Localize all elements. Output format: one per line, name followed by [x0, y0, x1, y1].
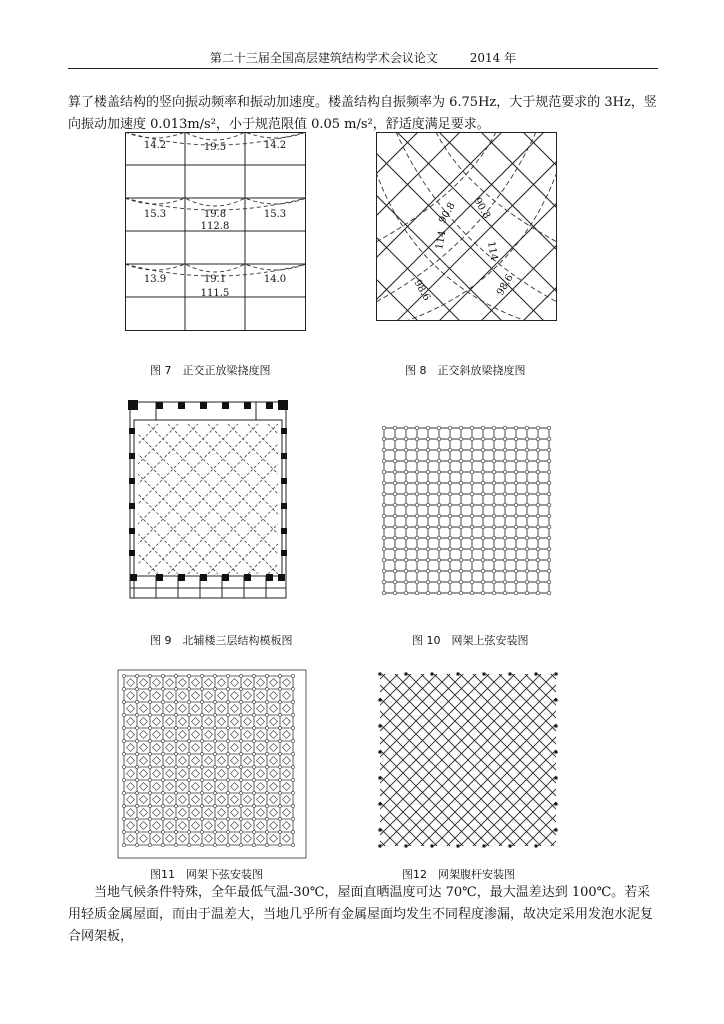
fig7-label-10: 14.0 — [263, 274, 287, 285]
figure-9-caption: 图 9 北辅楼三层结构模板图 — [150, 634, 293, 647]
figure-7-drawing — [125, 132, 307, 332]
fig7-label-1: 14.2 — [143, 140, 167, 151]
fig7-label-4: 15.3 — [143, 209, 167, 220]
page-header — [68, 48, 658, 69]
fig7-label-2: 19.5 — [203, 142, 227, 153]
figure-11-caption: 图11 网架下弦安装图 — [150, 868, 263, 881]
figure-11-bottom-chord — [116, 668, 308, 860]
fig8-label-5: 98.6 — [411, 278, 433, 303]
figure-10-top-chord — [380, 424, 564, 608]
figure-10-drawing — [380, 424, 564, 608]
figure-8-diagonal-beam-deflection — [376, 132, 558, 322]
figure-9-drawing — [126, 398, 290, 608]
fig8-label-4: 114 — [485, 240, 500, 262]
figure-12-caption: 图12 网架腹杆安装图 — [402, 868, 515, 881]
header-title: 第二十三届全国高层建筑结构学术会议论文 — [209, 51, 438, 65]
figure-7-caption: 图 7 正交正放梁挠度图 — [150, 364, 271, 377]
header-year: 2014 年 — [469, 51, 517, 65]
fig8-label-2: 90.8 — [471, 196, 493, 221]
figure-10-caption: 图 10 网架上弦安装图 — [412, 634, 529, 647]
fig7-label-8: 13.9 — [143, 274, 167, 285]
figure-8-drawing — [376, 132, 558, 322]
closing-paragraph: 当地气候条件特殊，全年最低气温-30℃，屋面直晒温度可达 70℃，最大温差达到 100℃。若采用轻质金属屋面，而由于温差大，当地几乎所有金属屋面均发生不同程度渗漏，故决定采用发泡水泥复合网架板， — [68, 885, 654, 944]
figure-7-beam-deflection — [125, 132, 307, 332]
figure-12-web-members — [376, 670, 564, 854]
fig8-label-1: 90.8 — [437, 200, 458, 226]
fig8-label-3: 114 — [434, 229, 449, 251]
fig7-label-6: 15.3 — [263, 209, 287, 220]
figure-9-structural-template — [126, 398, 290, 608]
fig7-label-9: 19.1 — [203, 274, 227, 285]
figure-11-drawing — [116, 668, 308, 860]
fig7-label-7: 112.8 — [200, 221, 230, 232]
figure-8-caption: 图 8 正交斜放梁挠度图 — [405, 364, 526, 377]
intro-paragraph: 算了楼盖结构的竖向振动频率和振动加速度。楼盖结构自振频率为 6.75Hz，大于规范要求的 3Hz，竖向振动加速度 0.013m/s²，小于规范限值 0.05 m/s²，舒适度满足要求。 — [68, 95, 657, 132]
fig8-label-6: 98.6 — [495, 272, 516, 298]
fig7-label-5: 19.8 — [203, 209, 227, 220]
fig7-label-3: 14.2 — [263, 140, 287, 151]
fig7-label-11: 111.5 — [200, 288, 230, 299]
figure-12-drawing — [376, 670, 564, 854]
